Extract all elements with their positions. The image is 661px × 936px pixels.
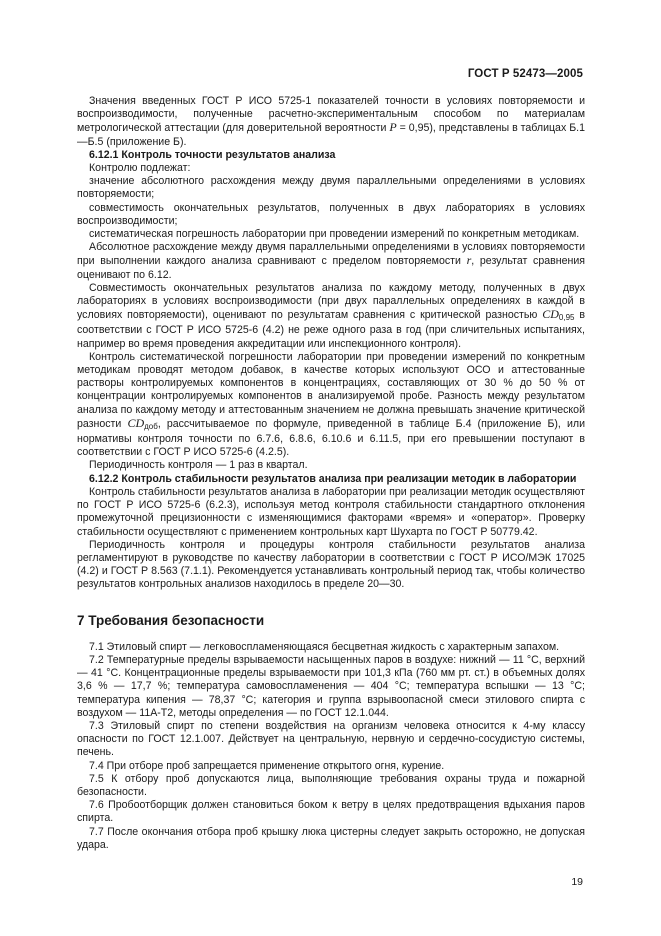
text: Абсолютное расхождение между двумя параллельными определениями в условиях повторяемости при выполнении каждого анализа сравнивают с пределом повторяемости xyxy=(77,241,585,268)
text: Контроль систематической погрешности лаборатории при проведении измерений по конкретным методикам проводят методом добавок, в качестве которых используют ОСО и аттестованные растворы контролируемых компонентов в концентрациях, составляющих от 30 % до 50 % от концентрации контролируемых компонентов в анализируемой пробе. Разность между результатом анализа по каждому методу и аттестованным значением не должна превышать значение критической разности xyxy=(77,350,585,430)
intro-paragraph xyxy=(77,95,585,149)
subscript: доб xyxy=(144,421,158,431)
paragraph: Контроль стабильности результатов анализа в лаборатории при реализации методик осуществляют по ГОСТ Р ИСО 5725-6 (6.2.3), используя метод контроля стабильности стандартного отклонения промежуточной прецизионности с изменяющимися факторами «время» и «оператор». Проверку стабильности осуществляют с применением контрольных карт Шухарта по ГОСТ Р 50779.42. xyxy=(77,485,585,538)
heading-6-12-1: 6.12.1 Контроль точности результатов анализа xyxy=(89,148,336,161)
paragraph: 7.2 Температурные пределы взрываемости насыщенных паров в воздухе: нижний — 11 °С, верхний — 41 °С. Концентрационные пределы взрываемости при 101,3 кПа (760 мм рт. ст.) в объемных долях 3,6 % — 17,7 %; температура самовоспламенения — 404 °С; температура вспышки — 13 °С; температура кипения — 78,37 °С; категория и группа взрывоопасной смеси этилового спирта с воздухом — 11А-Т2, методы определения — по ГОСТ 12.1.044. xyxy=(77,653,585,719)
critical-difference-symbol: CD xyxy=(542,307,559,322)
text: , рассчитываемое по формуле, приведенной в таблице Б.4 (приложение Б), или нормативы контроля точности по 6.7.6, 6.8.6, 6.10.6 и 6.11.5, при его превышении поступают в соответствии с ГОСТ Р ИСО 5725-6 (4.2.5). xyxy=(77,417,585,459)
paragraph xyxy=(77,241,585,282)
subscript: 0,95 xyxy=(558,313,575,323)
heading-6-12-2: 6.12.2 Контроль стабильности результатов анализа при реализации методик в лаборатории xyxy=(89,472,577,485)
paragraph: 7.3 Этиловый спирт по степени воздействия на организм человека относится к 4-му классу опасности по ГОСТ 12.1.007. Действует на центральную, нервную и сердечно-сосудистую системы, печень. xyxy=(77,719,585,759)
page-body xyxy=(77,95,585,852)
paragraph: 7.4 При отборе проб запрещается применение открытого огня, курение. xyxy=(89,759,445,772)
section-7-title: 7 Требования безопасности xyxy=(77,612,265,628)
repeatability-symbol: r xyxy=(466,253,472,268)
paragraph: Периодичность контроля — 1 раз в квартал. xyxy=(89,459,308,472)
intro-text: Значения введенных ГОСТ Р ИСО 5725-1 показателей точности в условиях повторяемости и воспроизводимости, полученные расчетно-экспериментальным способом по материалам метрологической аттестации (для доверительной вероятности xyxy=(77,95,585,135)
text: в соответствии с ГОСТ Р ИСО 5725-6 (4.2) не реже одного раза в год (при сличительных испытаниях, например во время проведения аккредитации или инспекционного контроля). xyxy=(77,309,585,350)
critical-difference-symbol: CD xyxy=(127,415,145,430)
paragraph xyxy=(77,351,585,460)
paragraph: систематическая погрешность лаборатории при проведении измерений по конкретным методикам. xyxy=(89,228,580,241)
paragraph: 7.5 К отбору проб допускаются лица, выполняющие требования охраны труда и пожарной безопасности. xyxy=(77,772,585,798)
paragraph: значение абсолютного расхождения между двумя параллельными определениями в условиях повторяемости; xyxy=(77,175,585,201)
intro-tail: = 0,95), представлены в таблицах Б.1—Б.5 (приложение Б). xyxy=(77,122,585,148)
paragraph: Контролю подлежат: xyxy=(89,162,191,175)
paragraph: 7.1 Этиловый спирт — легковоспламеняющаяся бесцветная жидкость с характерным запахом. xyxy=(89,640,560,653)
page-number: 19 xyxy=(571,876,583,888)
paragraph xyxy=(77,282,585,351)
document-id: ГОСТ Р 52473—2005 xyxy=(467,68,583,80)
paragraph: 7.6 Пробоотборщик должен становиться боком к ветру в целях предотвращения вдыхания паров спирта. xyxy=(77,799,585,825)
text: Совместимость окончательных результатов анализа по каждому методу, полученных в двух лабораториях в условиях воспроизводимости (при двух параллельных определениях в каждой в условиях повторяемости), оценивают по результатам сравнения с критической разностью xyxy=(77,281,585,322)
paragraph: совместимость окончательных результатов, полученных в двух лабораториях в условиях воспроизводимости; xyxy=(77,201,585,227)
probability-symbol: P xyxy=(389,120,397,135)
text: , результат сравнения оценивают по 6.12. xyxy=(77,255,585,281)
paragraph: Периодичность контроля и процедуры контроля стабильности результатов анализа регламентируют в руководстве по качеству лаборатории в соответствии с ГОСТ Р ИСО/МЭК 17025 (4.2) и ГОСТ Р 8.563 (7.1.1). Рекомендуется устанавливать контрольный период так, чтобы количество результатов контрольных анализов находилось в пределе 20—30. xyxy=(77,538,585,591)
paragraph: 7.7 После окончания отбора проб крышку люка цистерны следует закрыть осторожно, не допуская удара. xyxy=(77,825,585,851)
